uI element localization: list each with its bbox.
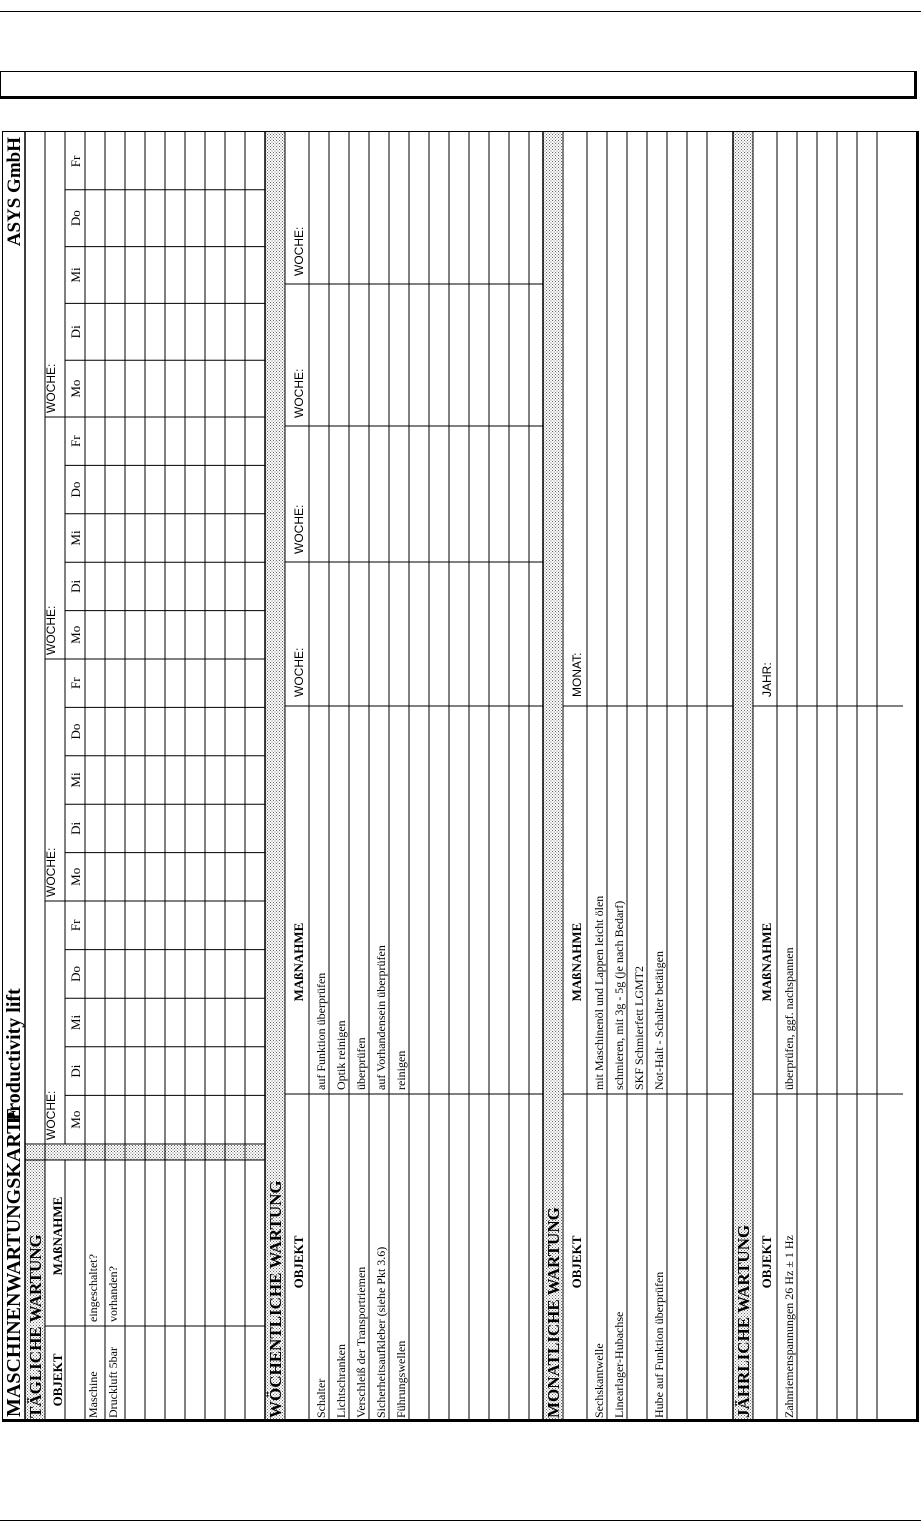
weekly-massnahme: auf Vorhandensein überprüfen [374,945,388,1090]
weekly-massnahme: reinigen [394,1050,408,1090]
day-header-fr: Fr [68,155,83,168]
daily-objekt: Maschine [86,1371,100,1418]
day-header-do: Do [68,723,83,740]
weekly-woche-1: WOCHE: [292,647,306,697]
monthly-title: MONATLICHE WARTUNG [544,1207,563,1418]
yearly-massnahme: überprüfen, ggf. nachspannen [782,947,796,1090]
daily-massnahme: eingeschaltet? [86,1254,100,1322]
day-header-mo: Mo [68,867,83,886]
monthly-massnahme: schmieren, mit 3g - 5g (je nach Bedarf) [612,900,626,1090]
day-header-fr: Fr [68,919,83,932]
monthly-objekt: Sechskantwelle [592,1343,606,1418]
day-header-fr: Fr [68,435,83,447]
monthly-objekt: Linearlager-Hubachse [612,1311,626,1418]
weekly-woche-3: WOCHE: [292,368,306,418]
day-header-mi: Mi [68,772,83,788]
monthly-massnahme: Not-Halt - Schalter betätigen [652,951,666,1090]
monthly-objekt: Hube auf Funktion überprüfen [652,1271,666,1418]
monthly-massnahme: SKF Schmierfett LGMT2 [632,966,646,1090]
daily-woche-2: WOCHE: [44,847,58,897]
day-header-di: Di [68,1064,83,1078]
weekly-massnahme: auf Funktion überprüfen [314,972,328,1090]
monthly-massnahme-header: MAßNAHME [569,922,584,1002]
day-header-do: Do [68,481,83,498]
weekly-objekt: Führungswellen [394,1340,408,1418]
weekly-massnahme-header: MAßNAHME [291,922,306,1002]
day-header-di: Di [68,821,83,835]
day-header-di: Di [68,579,83,593]
day-header-do: Do [68,965,83,982]
day-header-mi: Mi [68,267,83,283]
daily-objekt-header: OBJEKT [50,1353,65,1407]
maintenance-table [3,132,919,1422]
daily-woche-1: WOCHE: [44,1090,58,1140]
day-header-mo: Mo [68,1110,83,1129]
footer-rule [0,1520,921,1521]
weekly-massnahme: überprüfen [354,1037,368,1090]
yearly-objekt: Zahnriemenspannungen 26 Hz ± 1 Hz [782,1235,796,1418]
daily-title: TÄGLICHE WARTUNG [26,1234,45,1418]
daily-woche-4: WOCHE: [44,363,58,413]
daily-objekt: Druckluft 5bar [106,1347,120,1418]
yearly-massnahme-header: MAßNAHME [759,922,774,1002]
daily-massnahme-header: MAßNAHME [50,1196,65,1276]
company-name: ASYS GmbH [4,137,25,247]
day-header-mo: Mo [68,379,83,398]
day-header-do: Do [68,210,83,227]
day-header-di: Di [68,325,83,339]
weekly-woche-4: WOCHE: [292,226,306,276]
weekly-objekt-header: OBJEKT [291,1235,306,1289]
day-header-mi: Mi [68,1014,83,1031]
weekly-title: WÖCHENTLICHE WARTUNG [266,1180,285,1418]
yearly-objekt-header: OBJEKT [759,1235,774,1289]
yearly-title: JÄHRLICHE WARTUNG [734,1224,753,1418]
weekly-objekt: Schalter [314,1378,328,1418]
yearly-jahr-label: JAHR: [760,662,774,697]
day-header-mo: Mo [68,625,83,644]
daily-massnahme: vorhanden? [106,1266,120,1322]
product-name: Productivity lift [3,988,25,1124]
weekly-objekt: Verschleiß der Transportriemen [354,1266,368,1418]
monthly-objekt-header: OBJEKT [569,1235,584,1289]
day-header-mi: Mi [68,530,83,546]
monthly-monat-label: MONAT: [570,652,584,697]
weekly-massnahme: Optik reinigen [334,1020,348,1090]
weekly-objekt: Sicherheitsaufkleber (siehe Pkt 3.6) [374,1246,388,1418]
grid-lines [25,132,903,1422]
card-title: MASCHINENWARTUNGSKARTE [3,1107,25,1417]
header-rule [0,11,921,12]
header-bar [0,71,917,99]
weekly-woche-2: WOCHE: [292,504,306,554]
weekly-objekt: Lichtschranken [334,1344,348,1418]
day-header-fr: Fr [68,677,83,689]
maintenance-card [2,131,919,1422]
daily-woche-3: WOCHE: [44,605,58,655]
monthly-massnahme: mit Maschinenöl und Lappen leicht ölen [592,895,606,1090]
